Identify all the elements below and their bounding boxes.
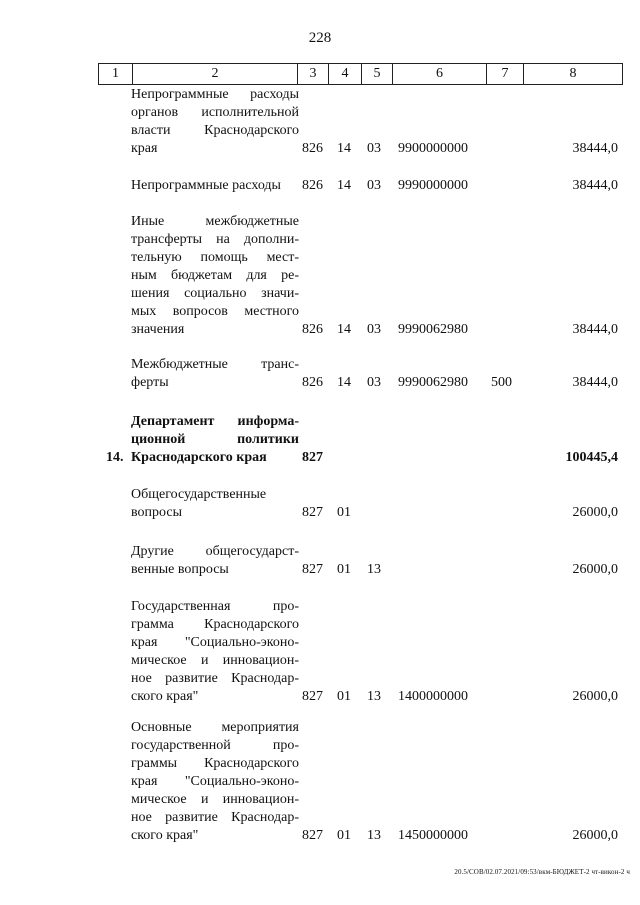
cell-c3: 827 xyxy=(302,505,323,520)
cell-c8: 26000,0 xyxy=(572,689,618,704)
cell-c4: 01 xyxy=(337,505,351,520)
row-name-line: Межбюджетные транс- xyxy=(131,357,299,372)
cell-c8: 38444,0 xyxy=(572,322,618,337)
header-col-5: 5 xyxy=(362,64,393,85)
row-name xyxy=(131,486,299,522)
row-name-line: края xyxy=(131,141,158,156)
cell-c3: 826 xyxy=(302,178,323,193)
row-name xyxy=(131,543,299,579)
row-number: 14. xyxy=(106,450,124,465)
cell-c5: 13 xyxy=(367,562,381,577)
row-name-line: ционной политики xyxy=(131,432,299,447)
row-name-line: тельную помощь мест- xyxy=(131,250,299,265)
cell-c5: 03 xyxy=(367,322,381,337)
cell-c8: 26000,0 xyxy=(572,828,618,843)
cell-c3: 827 xyxy=(302,689,323,704)
cell-c5: 03 xyxy=(367,178,381,193)
cell-c8: 26000,0 xyxy=(572,505,618,520)
row-name-line: Департамент информа- xyxy=(131,414,299,429)
row-name-line: Основные мероприятия xyxy=(131,720,299,735)
row-name-line: мическое и инновацион- xyxy=(131,653,299,668)
row-name-line: ского края" xyxy=(131,689,199,704)
row-name-line: граммы Краснодарского xyxy=(131,756,299,771)
row-name-line: шения социально значи- xyxy=(131,286,299,301)
cell-c5: 13 xyxy=(367,689,381,704)
row-name-line: власти Краснодарского xyxy=(131,123,299,138)
header-col-1: 1 xyxy=(99,64,133,85)
cell-c4: 14 xyxy=(337,322,351,337)
cell-c6: 9990000000 xyxy=(398,178,468,193)
row-name-line: Непрограммные расходы xyxy=(131,178,281,193)
cell-c5: 03 xyxy=(367,375,381,390)
header-col-2: 2 xyxy=(133,64,298,85)
header-col-3: 3 xyxy=(298,64,329,85)
row-name-line: ского края" xyxy=(131,828,199,843)
cell-c8: 26000,0 xyxy=(572,562,618,577)
row-name-line: ное развитие Краснодар- xyxy=(131,810,299,825)
row-name-line: мых вопросов местного xyxy=(131,304,299,319)
page-number: 228 xyxy=(308,30,332,46)
row-name-line: Другие общегосударст- xyxy=(131,544,299,559)
cell-c4: 14 xyxy=(337,141,351,156)
cell-c4: 01 xyxy=(337,689,351,704)
cell-c6: 9990062980 xyxy=(398,322,468,337)
cell-c6: 9990062980 xyxy=(398,375,468,390)
row-name xyxy=(131,598,299,706)
cell-c3: 827 xyxy=(302,450,323,465)
footer-stamp: 20.5/СОВ/02.07.2021/09:53/вкм-БЮДЖЕТ-2 чт-викон-2 ч xyxy=(454,868,630,876)
cell-c8: 38444,0 xyxy=(572,375,618,390)
header-col-6: 6 xyxy=(393,64,487,85)
cell-c7: 500 xyxy=(491,375,512,390)
row-name-line: Государственная про- xyxy=(131,599,299,614)
row-name xyxy=(131,413,299,467)
row-name-line: Краснодарского края xyxy=(131,450,267,465)
row-name-line: органов исполнительной xyxy=(131,105,299,120)
cell-c5: 03 xyxy=(367,141,381,156)
row-name xyxy=(131,719,299,845)
row-name-line: государственной про- xyxy=(131,738,299,753)
row-name-line: грамма Краснодарского xyxy=(131,617,299,632)
row-name-line: венные вопросы xyxy=(131,562,229,577)
cell-c8: 38444,0 xyxy=(572,178,618,193)
row-name-line: ным бюджетам для ре- xyxy=(131,268,299,283)
cell-c3: 827 xyxy=(302,828,323,843)
header-col-8: 8 xyxy=(524,64,623,85)
cell-c8: 38444,0 xyxy=(572,141,618,156)
cell-c3: 827 xyxy=(302,562,323,577)
cell-c4: 01 xyxy=(337,828,351,843)
row-name-line: значения xyxy=(131,322,185,337)
cell-c4: 14 xyxy=(337,375,351,390)
row-name xyxy=(131,86,299,158)
header-col-4: 4 xyxy=(329,64,362,85)
cell-c3: 826 xyxy=(302,375,323,390)
header-col-7: 7 xyxy=(487,64,524,85)
cell-c6: 9900000000 xyxy=(398,141,468,156)
cell-c4: 14 xyxy=(337,178,351,193)
row-name-line: ферты xyxy=(131,375,169,390)
row-name xyxy=(131,213,299,339)
row-name-line: трансферты на дополни- xyxy=(131,232,299,247)
cell-c5: 13 xyxy=(367,828,381,843)
row-name-line: Иные межбюджетные xyxy=(131,214,299,229)
cell-c4: 01 xyxy=(337,562,351,577)
row-name-line: Общегосударственные xyxy=(131,487,267,502)
row-name-line: вопросы xyxy=(131,505,182,520)
row-name-line: ное развитие Краснодар- xyxy=(131,671,299,686)
row-name-line: Непрограммные расходы xyxy=(131,87,299,102)
row-name xyxy=(131,177,299,195)
cell-c8: 100445,4 xyxy=(565,450,618,465)
row-name-line: края "Социально-эконо- xyxy=(131,635,299,650)
cell-c6: 1400000000 xyxy=(398,689,468,704)
row-name xyxy=(131,356,299,392)
cell-c6: 1450000000 xyxy=(398,828,468,843)
cell-c3: 826 xyxy=(302,141,323,156)
table-header xyxy=(98,63,623,85)
row-name-line: мическое и инновацион- xyxy=(131,792,299,807)
cell-c3: 826 xyxy=(302,322,323,337)
row-name-line: края "Социально-эконо- xyxy=(131,774,299,789)
